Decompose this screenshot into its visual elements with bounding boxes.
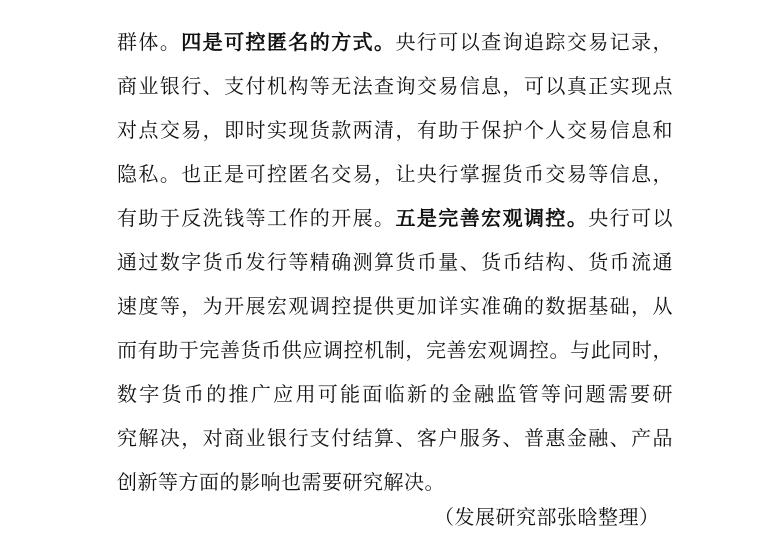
text-segment: 央行可以查询追踪交易记录， [395,30,674,54]
text-segment: 速度等，为开展宏观调控提供更加详实准确的数据基础，从 [117,294,673,318]
paragraph-line-8 [117,330,673,370]
paragraph-line-3 [117,110,673,150]
text-segment: 商业银行、支付机构等无法查询交易信息，可以真正实现点 [117,74,673,98]
paragraph-line-6 [117,242,673,282]
text-segment: 央行可以 [588,206,674,230]
text-segment: 究解决，对商业银行支付结算、客户服务、普惠金融、产品 [117,426,673,450]
text-segment: 隐私。也正是可控匿名交易，让央行掌握货币交易等信息， [117,162,673,186]
text-segment: 通过数字货币发行等精确测算货币量、货币结构、货币流通 [117,250,673,274]
text-segment: 创新等方面的影响也需要研究解决。 [117,470,445,494]
author-signature: （发展研究部张晗整理） [434,505,660,529]
paragraph-line-9 [117,374,673,414]
paragraph-line-2 [117,66,673,106]
text-segment: 对点交易，即时实现货款两清，有助于保护个人交易信息和 [117,118,673,142]
paragraph-line-10 [117,418,673,458]
text-segment: 群体。 [117,30,182,54]
paragraph-line-4 [117,154,673,194]
text-segment: 而有助于完善货币供应调控机制，完善宏观调控。与此同时， [117,338,673,362]
paragraph-line-7 [117,286,673,326]
text-segment: 有助于反洗钱等工作的开展。 [117,206,396,230]
bold-heading-point-four: 四是可控匿名的方式。 [181,30,396,54]
text-segment: 数字货币的推广应用可能面临新的金融监管等问题需要研 [117,382,673,406]
bold-heading-point-five: 五是完善宏观调控。 [395,206,589,230]
paragraph-line-1 [117,22,673,62]
paragraph-line-5 [117,198,673,238]
paragraph-line-11 [117,462,673,502]
